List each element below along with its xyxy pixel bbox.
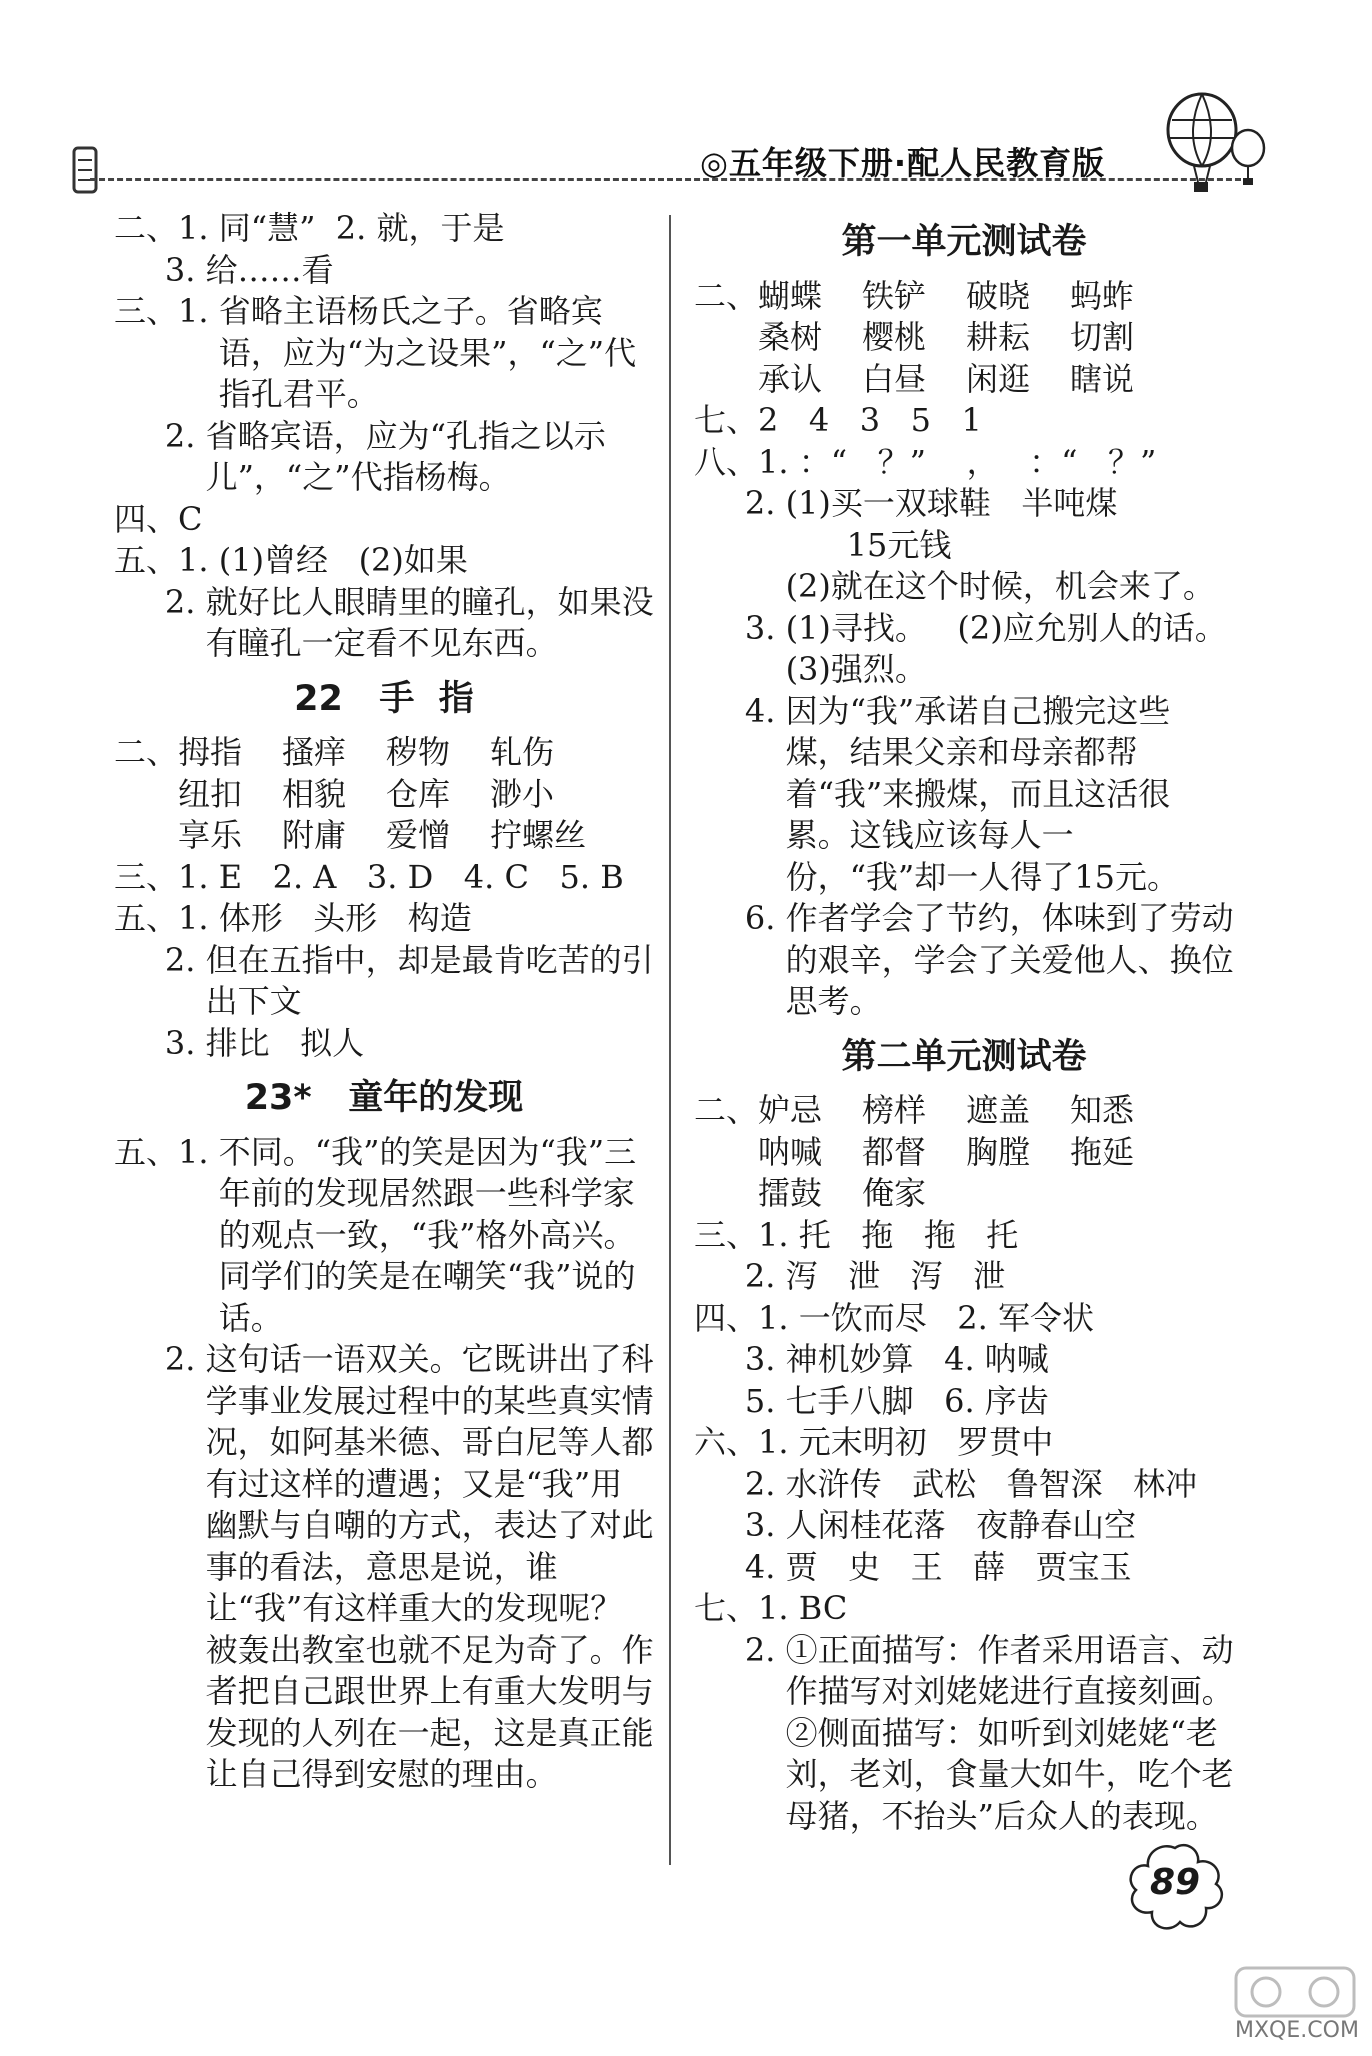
- answer-item: [114, 1339, 654, 1796]
- answer-item: [114, 898, 654, 940]
- answer-item: [114, 1132, 654, 1340]
- answer-item: [694, 1256, 1234, 1298]
- question-number: 二、: [114, 733, 179, 771]
- answer-item: [694, 1381, 1234, 1423]
- section-heading: 23* 童年的发现: [244, 1078, 524, 1118]
- question-number: 五、1.: [114, 541, 219, 579]
- answer-word: 瞎说: [1070, 359, 1135, 398]
- answer-word: 呐喊: [758, 1132, 823, 1171]
- question-number: 五、1.: [114, 899, 219, 937]
- answer-text: 3. 给……看: [164, 250, 334, 289]
- answer-text: 省略宾语，应为“孔指之以示儿”，“之”代指杨梅。: [205, 416, 606, 496]
- answer-text: 泻 泄 泻 泄: [785, 1257, 1006, 1295]
- corner-ornament-icon: [66, 140, 106, 200]
- answer-item: [694, 442, 1234, 484]
- answer-word: 妒忌: [758, 1091, 823, 1129]
- answer-word: 知悉: [1070, 1091, 1135, 1129]
- section-heading: 第一单元测试卷: [841, 222, 1087, 262]
- answer-item: [694, 276, 1234, 401]
- section-heading: 第二单元测试卷: [841, 1036, 1087, 1077]
- answer-item: [694, 1215, 1234, 1257]
- question-number: 2.: [694, 1464, 786, 1503]
- word-list: [758, 276, 1234, 401]
- answer-word: 铁铲: [862, 276, 927, 315]
- answer-word: 耕耘: [966, 318, 1031, 356]
- answer-word: 桑树: [758, 318, 823, 356]
- answer-word: 拖延: [1070, 1132, 1135, 1171]
- answer-item: [694, 1090, 1234, 1215]
- answer-word: 附庸: [282, 816, 347, 854]
- answer-text: 神机妙算 4. 呐喊: [785, 1340, 1049, 1378]
- answer-item: [114, 857, 654, 899]
- answer-text: 1. BC: [758, 1589, 848, 1627]
- answer-word: 搔痒: [282, 733, 347, 771]
- question-number: 六、1.: [694, 1423, 799, 1461]
- question-number: 四、: [114, 499, 179, 538]
- answer-word: 拧螺丝: [490, 816, 587, 854]
- answer-word: 相貌: [282, 774, 347, 813]
- answer-item: [114, 416, 654, 499]
- answer-word: 享乐: [178, 816, 243, 854]
- section-heading: 22 手 指: [294, 678, 474, 719]
- word-list: [758, 1090, 1234, 1215]
- answer-word: 樱桃: [862, 318, 927, 356]
- answer-text: 1. E 2. A 3. D 4. C 5. B: [178, 857, 624, 896]
- left-column: [114, 208, 654, 1796]
- answer-text: 不同。“我”的笑是因为“我”三年前的发现居然跟一些科学家的观点一致，“我”格外高兴。同学们的笑是在嘲笑“我”说的话。: [218, 1132, 637, 1337]
- answer-item: [114, 499, 654, 541]
- question-number: 2.: [114, 1340, 206, 1378]
- answer-word: 爱憎: [386, 816, 451, 854]
- answer-word: 擂鼓: [758, 1174, 823, 1212]
- question-number: 二、1.: [114, 209, 219, 247]
- answer-text: 同“慧” 2. 就，于是: [218, 209, 505, 247]
- answer-text: 就好比人眼睛里的瞳孔，如果没有瞳孔一定看不见东西。: [205, 582, 654, 662]
- answer-word: 闲逛: [966, 359, 1031, 398]
- answer-word: 渺小: [490, 774, 555, 813]
- answer-word: 纽扣: [178, 774, 243, 813]
- answer-text: 水浒传 武松 鲁智深 林冲: [785, 1464, 1198, 1503]
- question-number: 七、: [694, 401, 759, 439]
- page-number: 89: [1150, 1862, 1201, 1903]
- answer-word: 蝴蝶: [758, 276, 823, 315]
- question-number: 八、1.: [694, 442, 799, 481]
- answer-text: 因为“我”承诺自己搬完这些煤，结果父亲和母亲都帮着“我”来搬煤，而且这活很累。这钱应该每人一份，“我”却一人得了15元。: [785, 691, 1180, 896]
- question-number: 七、: [694, 1589, 759, 1627]
- answer-text: (1)买一双球鞋 半吨煤 15元钱 (2)就在这个时候，机会来了。: [785, 484, 1215, 605]
- question-number: 2.: [114, 416, 206, 455]
- answer-text: 元末明初 罗贯中: [798, 1423, 1054, 1461]
- word-list: [178, 732, 654, 857]
- question-number: [114, 250, 165, 292]
- question-number: 二、: [694, 1091, 759, 1129]
- answer-item: [694, 1464, 1234, 1506]
- answer-text: 托 拖 拖 托: [798, 1215, 1019, 1254]
- answer-item: [114, 582, 654, 665]
- answer-text: ：“ ？” ， ：“ ？”: [798, 442, 1157, 481]
- question-number: 三、1.: [694, 1215, 799, 1254]
- answer-item: [114, 540, 654, 582]
- question-number: 3.: [114, 1023, 206, 1062]
- watermark-text: MXQE.COM: [1235, 2018, 1359, 2043]
- answer-item: [694, 1630, 1234, 1838]
- answer-text: 但在五指中，却是最肯吃苦的引出下文: [205, 940, 654, 1020]
- answer-word: 轧伤: [490, 733, 555, 771]
- question-number: 6.: [694, 899, 786, 937]
- question-number: 四、1.: [694, 1298, 799, 1337]
- question-number: 5.: [694, 1381, 786, 1420]
- answer-word: 榜样: [862, 1091, 927, 1129]
- answer-text: 体形 头形 构造: [218, 899, 472, 937]
- answer-word: 胸膛: [966, 1132, 1031, 1171]
- answer-word: 破晓: [966, 276, 1031, 315]
- answer-item: [694, 1298, 1234, 1340]
- answer-text: 省略主语杨氏之子。省略宾语，应为“为之设果”，“之”代指孔君平。: [218, 292, 637, 413]
- answer-text: (1)寻找。 (2)应允别人的话。 (3)强烈。: [785, 608, 1258, 688]
- answer-word: 承认: [758, 359, 823, 398]
- answer-item: [694, 400, 1234, 442]
- answer-word: 遮盖: [966, 1091, 1031, 1129]
- answer-item: [694, 1547, 1234, 1589]
- answer-word: 拇指: [178, 733, 243, 771]
- question-number: 4.: [694, 691, 786, 730]
- answer-word: 秽物: [386, 733, 451, 771]
- answer-word: 都督: [862, 1132, 927, 1171]
- answer-item: [694, 1339, 1234, 1381]
- answer-word: 蚂蚱: [1070, 276, 1135, 315]
- answer-item: [694, 1588, 1234, 1630]
- answer-text: 一饮而尽 2. 军令状: [798, 1298, 1094, 1337]
- answer-text: 贾 史 王 薛 贾宝玉: [785, 1547, 1132, 1586]
- answer-word: 白昼: [862, 359, 927, 398]
- answer-word: 仓库: [386, 774, 451, 813]
- question-number: 2.: [694, 1630, 786, 1669]
- column-divider: [669, 215, 671, 1865]
- right-column: [694, 208, 1258, 1837]
- page-number-badge: [1120, 1840, 1230, 1935]
- question-number: 2.: [114, 940, 206, 979]
- question-number: 五、1.: [114, 1132, 219, 1171]
- answer-text: 作者学会了节约，体味到了劳动的艰辛，学会了关爱他人、换位思考。: [785, 899, 1234, 1020]
- answer-item: [114, 250, 654, 292]
- answer-text: 七手八脚 6. 序齿: [785, 1381, 1049, 1420]
- answer-item: [694, 691, 1234, 899]
- answer-item: [694, 1422, 1234, 1464]
- answer-item: [694, 1505, 1234, 1547]
- question-number: 4.: [694, 1547, 786, 1586]
- answer-text: 排比 拟人: [205, 1023, 365, 1062]
- answer-item: [694, 898, 1234, 1023]
- answer-item: [114, 291, 654, 416]
- answer-word: 切割: [1070, 318, 1135, 356]
- question-number: 二、: [694, 276, 759, 315]
- answer-text: 这句话一语双关。它既讲出了科学事业发展过程中的某些真实情况，如阿基米德、哥白尼等人都有过这样的遭遇；又是“我”用幽默与自嘲的方式，表达了对此事的看法，意思是说，谁让“我”有这样重大的发现呢？被轰出教室也就不足为奇了。作者把自己跟世界上有重大发明与发现的人列在一起，这是真正能让自己得到安慰的理由。: [205, 1340, 654, 1793]
- answer-item: [114, 732, 654, 857]
- answer-text: ①正面描写：作者采用语言、动作描写对刘姥姥进行直接刻画。②侧面描写：如听到刘姥姥“老刘，老刘，食量大如牛，吃个老母猪，不抬头”后众人的表现。: [785, 1630, 1234, 1835]
- answer-item: [694, 608, 1258, 691]
- answer-word: 俺家: [862, 1174, 927, 1212]
- question-number: 3.: [694, 1506, 786, 1544]
- running-header: ◎五年级下册·配人民教育版: [700, 144, 1106, 182]
- question-number: 2.: [114, 582, 206, 621]
- question-number: 三、: [114, 857, 179, 896]
- answer-text: 2 4 3 5 1: [758, 401, 982, 439]
- question-number: 三、1.: [114, 292, 219, 330]
- hot-air-balloon-icon: [1150, 90, 1270, 200]
- question-number: 3.: [694, 608, 786, 647]
- answer-item: [694, 483, 1234, 608]
- question-number: 3.: [694, 1340, 786, 1378]
- question-number: 2.: [694, 1257, 786, 1295]
- answer-text: 人闲桂花落 夜静春山空: [785, 1506, 1137, 1544]
- answer-item: [114, 1023, 654, 1065]
- answer-text: (1)曾经 (2)如果: [218, 541, 468, 579]
- answer-text: C: [178, 499, 203, 538]
- answer-item: [114, 940, 654, 1023]
- question-number: 2.: [694, 484, 786, 522]
- answer-item: [114, 208, 654, 250]
